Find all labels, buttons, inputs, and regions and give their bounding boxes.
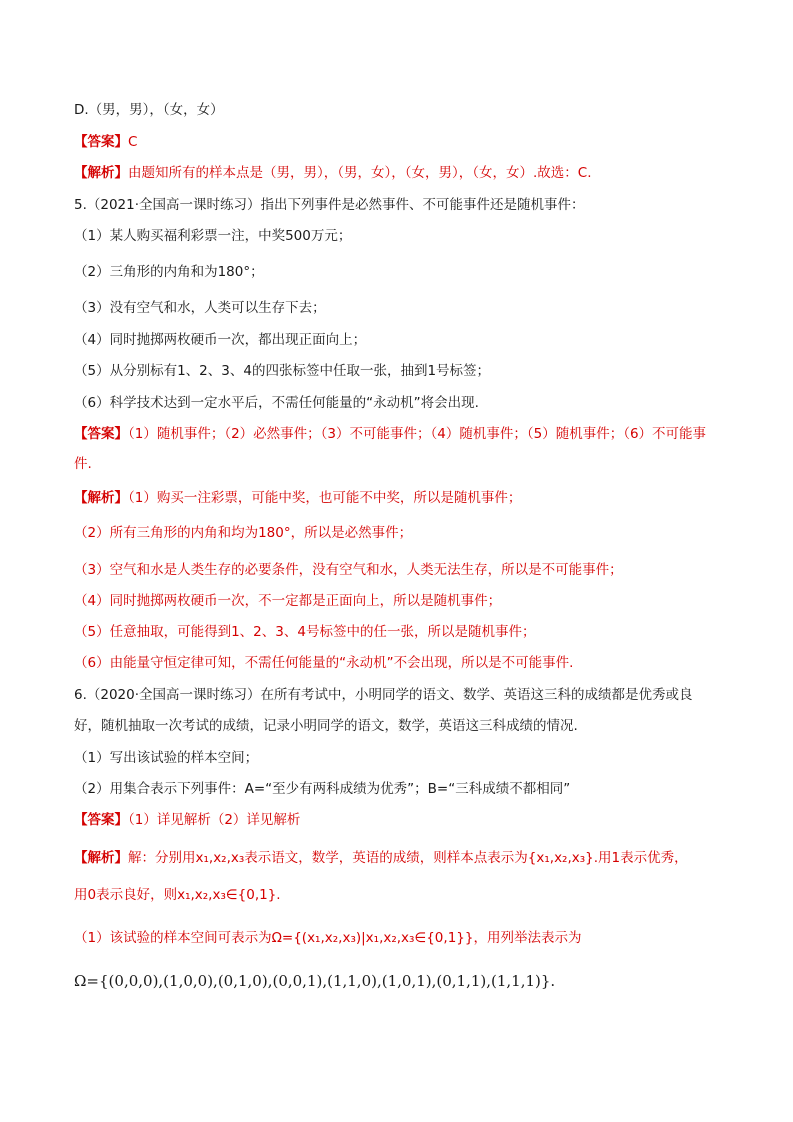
analysis-text: 解：分别用x₁,x₂,x₃表示语文，数学，英语的成绩，则样本点表示为{x₁,x₂,x₃}.用1表示优秀， — [128, 850, 688, 866]
q6-analysis-2: 用0表示良好，则x₁,x₂,x₃∈{0,1}. — [74, 887, 281, 903]
answer-text: （1）随机事件；（2）必然事件；（3）不可能事件；（4）随机事件；（5）随机事件；（6）不可能事 — [128, 426, 707, 442]
q5-answer — [74, 424, 706, 444]
q5-answer-cont: 件. — [74, 456, 92, 472]
q5-analysis-5: （5）任意抽取，可能得到1、2、3、4号标签中的任一张，所以是随机事件； — [74, 624, 536, 640]
q5-stem: 5.（2021·全国高一课时练习）指出下列事件是必然事件、不可能事件还是随机事件： — [74, 197, 585, 213]
q6-sample-space-formula: Ω={(0,0,0),(1,0,0),(0,1,0),(0,0,1),(1,1,0),(1,0,1),(0,1,1),(1,1,1)}. — [74, 972, 556, 990]
answer-tag: 【答案】 — [74, 426, 128, 442]
q5-analysis — [74, 488, 521, 508]
q6-analysis-3: （1）该试验的样本空间可表示为Ω={(x₁,x₂,x₃)|x₁,x₂,x₃∈{0,1}}，用列举法表示为 — [74, 930, 582, 946]
q5-analysis-2: （2）所有三角形的内角和均为180°，所以是必然事件； — [74, 525, 413, 541]
analysis-text: 由题知所有的样本点是（男，男），（男，女），（女，男），（女，女）.故选：C. — [128, 165, 592, 181]
option-d: D.（男，男），（女，女） — [74, 102, 224, 118]
analysis-tag: 【解析】 — [74, 850, 128, 866]
q6-answer — [74, 810, 300, 830]
q4-analysis — [74, 163, 592, 183]
q4-answer — [74, 132, 137, 152]
q6-item-1: （1）写出该试验的样本空间； — [74, 750, 259, 766]
q5-item-3: （3）没有空气和水，人类可以生存下去； — [74, 300, 326, 316]
q5-item-4: （4）同时抛掷两枚硬币一次，都出现正面向上； — [74, 332, 367, 348]
answer-tag: 【答案】 — [74, 812, 128, 828]
q5-item-5: （5）从分别标有1、2、3、4的四张标签中任取一张，抽到1号标签； — [74, 363, 491, 379]
q6-stem-cont: 好，随机抽取一次考试的成绩，记录小明同学的语文，数学，英语这三科成绩的情况. — [74, 718, 578, 734]
q6-item-2: （2）用集合表示下列事件：A=“至少有两科成绩为优秀”；B=“三科成绩不都相同” — [74, 781, 571, 797]
q5-item-2: （2）三角形的内角和为180°； — [74, 264, 264, 280]
answer-text: （1）详见解析（2）详见解析 — [128, 812, 301, 828]
q5-analysis-4: （4）同时抛掷两枚硬币一次，不一定都是正面向上，所以是随机事件； — [74, 593, 502, 609]
analysis-text: （1）购买一注彩票，可能中奖，也可能不中奖，所以是随机事件； — [128, 490, 522, 506]
q6-analysis — [74, 848, 688, 868]
q5-analysis-6: （6）由能量守恒定律可知，不需任何能量的“永动机”不会出现，所以是不可能事件. — [74, 655, 574, 671]
analysis-tag: 【解析】 — [74, 490, 128, 506]
q5-item-6: （6）科学技术达到一定水平后，不需任何能量的“永动机”将会出现. — [74, 395, 479, 411]
analysis-tag: 【解析】 — [74, 165, 128, 181]
q5-item-1: （1）某人购买福利彩票一注，中奖500万元； — [74, 228, 352, 244]
answer-text: C — [128, 134, 138, 150]
q6-stem: 6.（2020·全国高一课时练习）在所有考试中，小明同学的语文、数学、英语这三科的成绩都是优秀或良 — [74, 687, 693, 703]
q5-analysis-3: （3）空气和水是人类生存的必要条件，没有空气和水，人类无法生存，所以是不可能事件； — [74, 562, 623, 578]
answer-tag: 【答案】 — [74, 134, 128, 150]
